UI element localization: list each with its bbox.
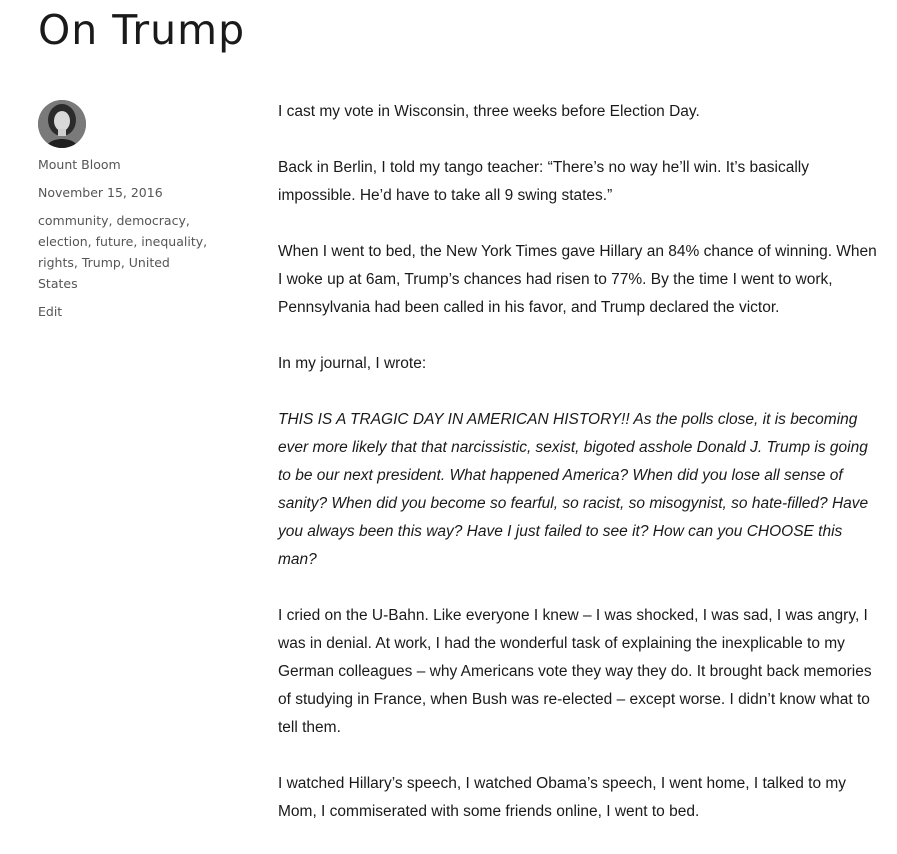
paragraph: In my journal, I wrote: xyxy=(278,355,427,372)
tag-link[interactable]: inequality xyxy=(141,234,204,249)
post-date xyxy=(38,182,228,203)
paragraph: I watched Hillary’s speech, I watched Obama’s speech, I went home, I talked to my Mom, I commiserated with some friends online, I went to bed. xyxy=(278,775,847,820)
tag-link[interactable]: United States xyxy=(38,255,170,291)
post-tags: community, democracy, election, future, inequality, rights, Trump, United States xyxy=(38,213,208,291)
author-avatar[interactable] xyxy=(38,100,86,148)
author-avatar-image xyxy=(38,100,86,148)
paragraph: I cast my vote in Wisconsin, three weeks before Election Day. xyxy=(278,103,700,120)
tag-link[interactable]: community xyxy=(38,213,109,228)
post-meta xyxy=(38,100,228,322)
author-link[interactable]: Mount Bloom xyxy=(38,157,121,172)
tag-link[interactable]: Trump xyxy=(81,255,121,270)
author-name xyxy=(38,154,228,175)
journal-quote: THIS IS A TRAGIC DAY IN AMERICAN HISTORY!! As the polls close, it is becoming ever more likely that that narcissistic, sexist, bigoted asshole Donald J. Trump is going to be our next president. What happened America? When did you lose all sense of sanity? When did you become so fearful, so racist, so misogynist, so hate-filled? Have you always been this way? Have I just failed to see it? How can you CHOOSE this man? xyxy=(278,411,869,568)
edit-link[interactable]: Edit xyxy=(38,304,63,319)
post-content xyxy=(278,98,878,854)
post-date-link[interactable]: November 15, 2016 xyxy=(38,185,163,200)
tag-link[interactable]: election xyxy=(38,234,88,249)
edit-post xyxy=(38,301,228,322)
paragraph: I cried on the U-Bahn. Like everyone I knew – I was shocked, I was sad, I was angry, I was in denial. At work, I had the wonderful task of explaining the inexplicable to my German colleagues – why Americans vote they way they do. It brought back memories of studying in France, when Bush was re-elected – except worse. I didn’t know what to tell them. xyxy=(278,607,872,736)
tag-link[interactable]: democracy xyxy=(116,213,186,228)
paragraph: Back in Berlin, I told my tango teacher: “There’s no way he’ll win. It’s basically impossible. He’d have to take all 9 swing states.” xyxy=(278,159,809,204)
tag-link[interactable]: rights xyxy=(38,255,74,270)
tag-link[interactable]: future xyxy=(95,234,134,249)
post-title: On Trump xyxy=(38,6,246,54)
paragraph: When I went to bed, the New York Times gave Hillary an 84% chance of winning. When I woke up at 6am, Trump’s chances had risen to 77%. By the time I went to work, Pennsylvania had been called in his favor, and Trump declared the victor. xyxy=(278,243,877,316)
